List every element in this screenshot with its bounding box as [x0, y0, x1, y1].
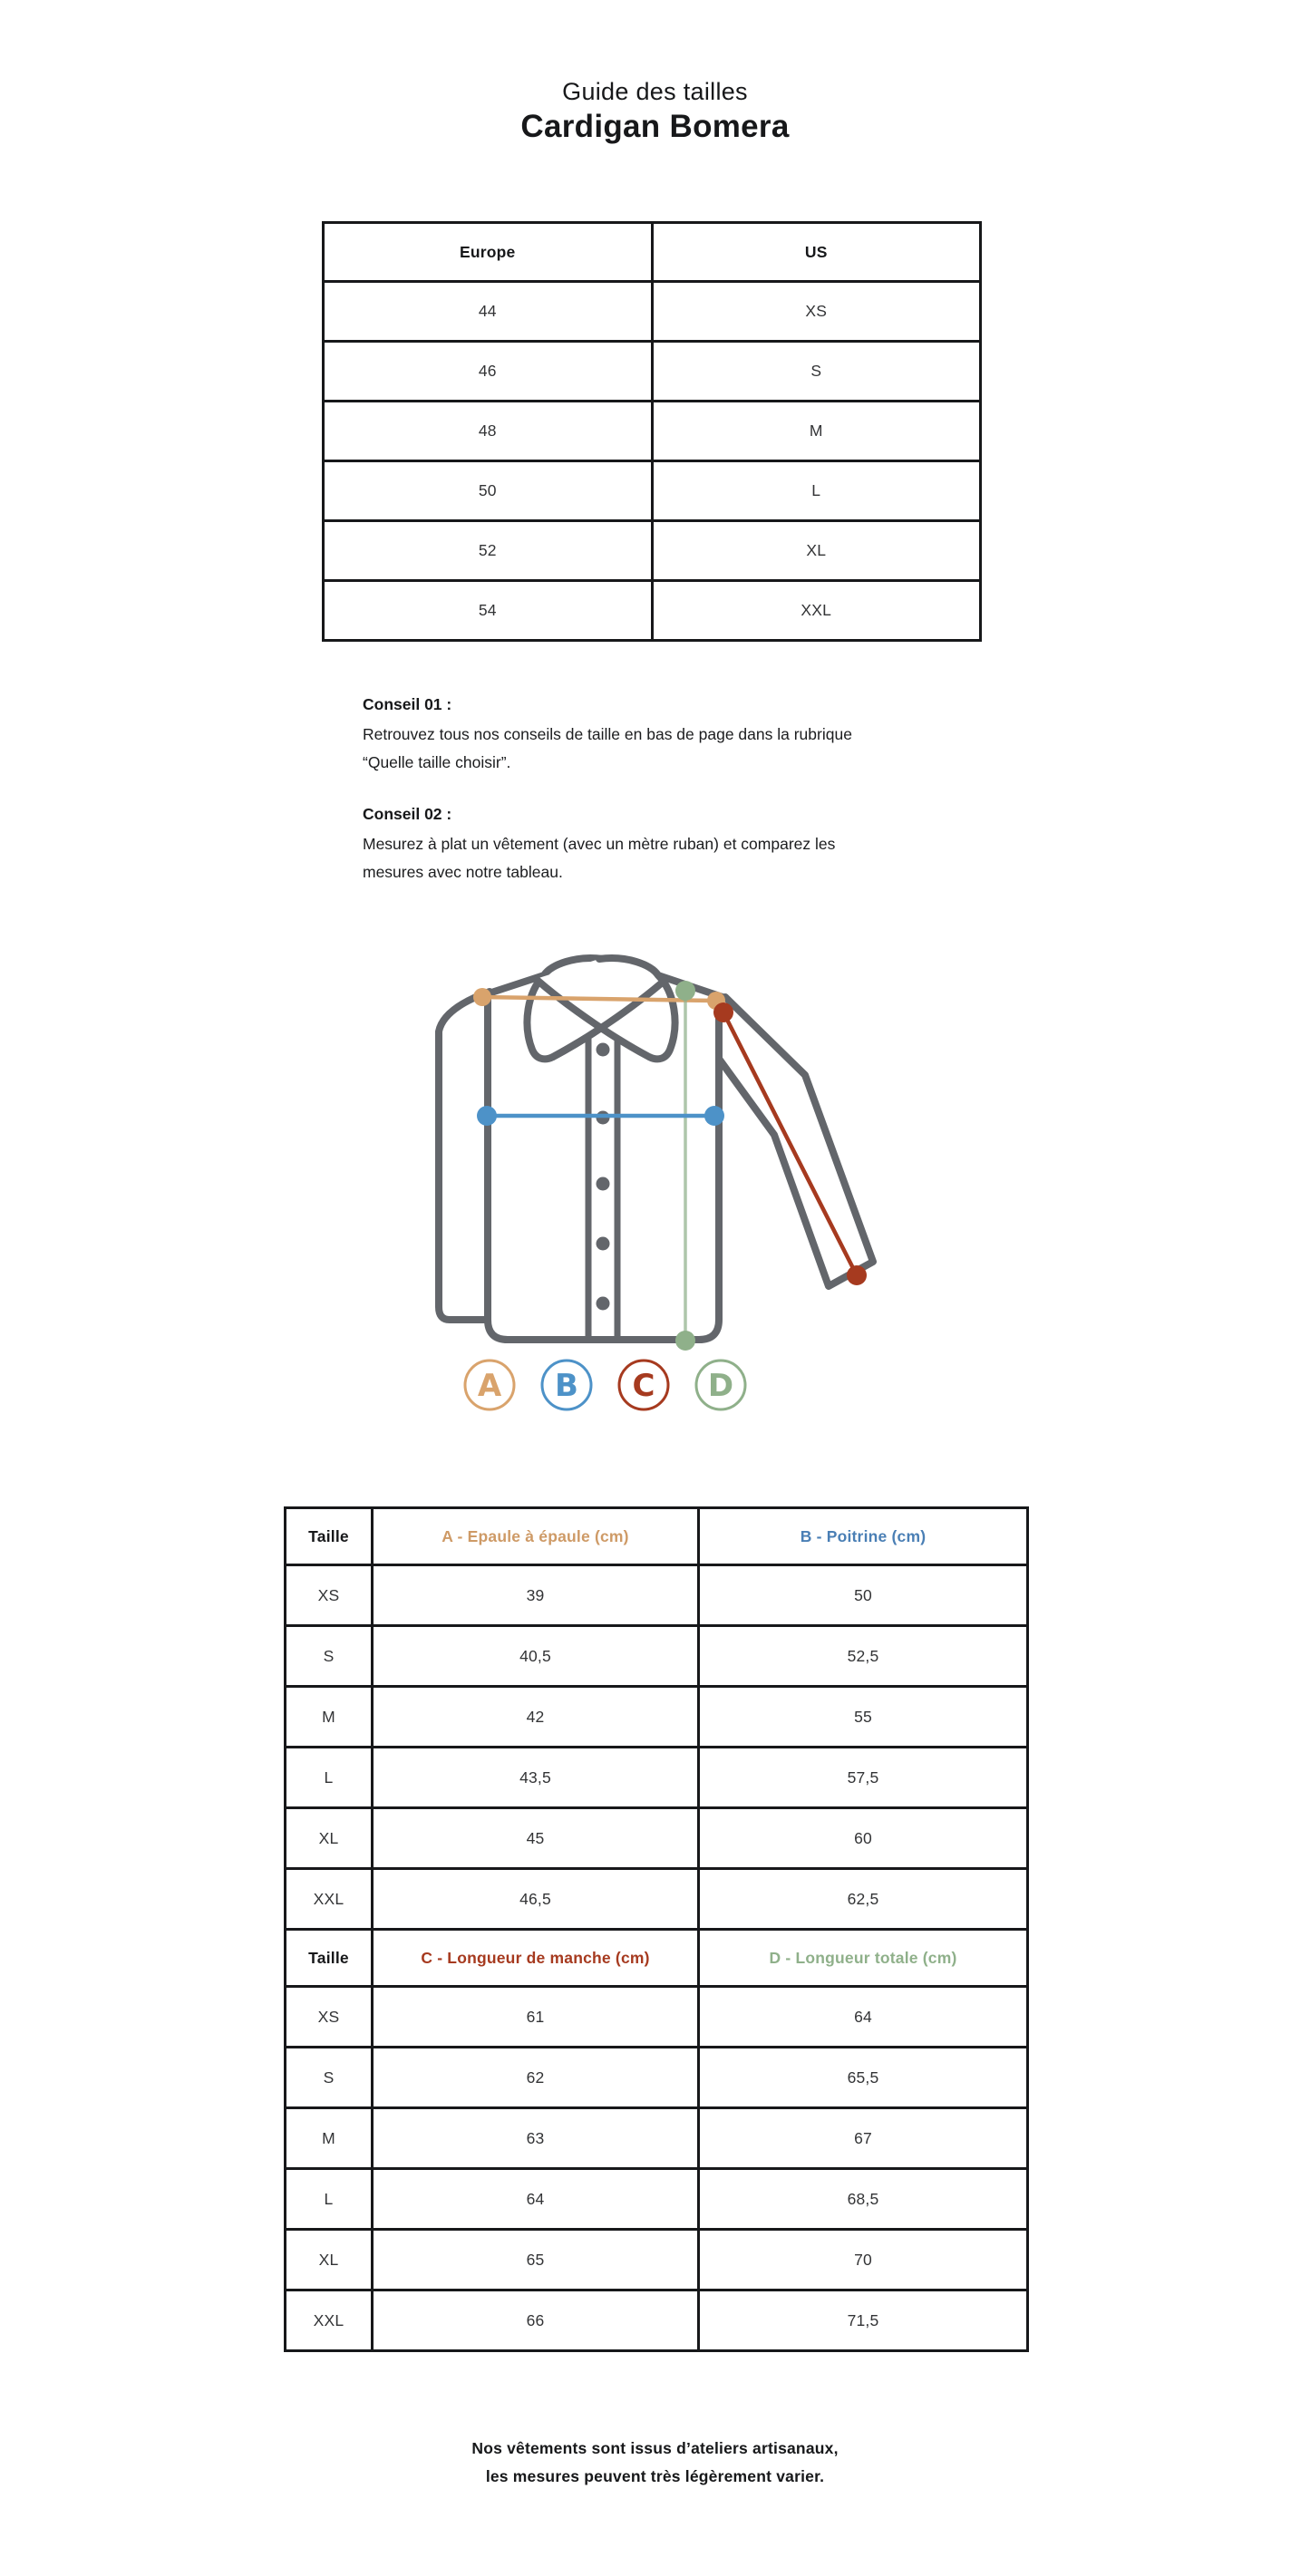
cell-size: XXL [286, 1869, 373, 1930]
cell-c: 63 [373, 2108, 699, 2169]
cell-d: 65,5 [699, 2048, 1028, 2108]
cell-eu: 52 [324, 521, 653, 581]
page-subtitle: Cardigan Bomera [520, 109, 790, 144]
table-header-row [324, 223, 981, 282]
cell-eu: 50 [324, 461, 653, 521]
cell-b: 52,5 [699, 1626, 1028, 1687]
measurement-line-c [723, 1012, 857, 1275]
cell-size: L [286, 1748, 373, 1808]
measurement-dot-c [713, 1002, 733, 1022]
header-c-manche: C - Longueur de manche (cm) [373, 1930, 699, 1987]
cell-size: XL [286, 2230, 373, 2290]
cell-d: 71,5 [699, 2290, 1028, 2351]
cell-eu: 54 [324, 581, 653, 641]
cell-c: 61 [373, 1987, 699, 2048]
cell-a: 42 [373, 1687, 699, 1748]
cell-us: M [652, 402, 981, 461]
measurement-dot-a [473, 988, 491, 1006]
table-row [324, 342, 981, 402]
legend-letter-a: A [477, 1368, 502, 1404]
tip-1-label: Conseil 01 : [363, 695, 452, 713]
cell-size: XL [286, 1808, 373, 1869]
cell-size: XXL [286, 2290, 373, 2351]
tip-2-text: Mesurez à plat un vêtement (avec un mètre ruban) et comparez les mesures avec notre tableau. [363, 835, 836, 881]
table-row [324, 521, 981, 581]
cell-a: 45 [373, 1808, 699, 1869]
table-row [286, 2048, 1028, 2108]
measurement-dot-d [675, 981, 695, 1001]
table-row [286, 2290, 1028, 2351]
cell-b: 55 [699, 1687, 1028, 1748]
measurement-dot-b [477, 1106, 497, 1126]
cell-size: L [286, 2169, 373, 2230]
cell-b: 50 [699, 1565, 1028, 1626]
left-sleeve-outline [439, 992, 490, 1320]
page-header [0, 76, 1310, 147]
footer-note [0, 2435, 1310, 2491]
table-row [324, 581, 981, 641]
button-icon [597, 1177, 610, 1191]
cell-b: 57,5 [699, 1748, 1028, 1808]
table-row [286, 1626, 1028, 1687]
cell-size: S [286, 2048, 373, 2108]
button-icon [597, 1043, 610, 1057]
table-row [286, 2230, 1028, 2290]
cell-c: 65 [373, 2230, 699, 2290]
cell-d: 70 [699, 2230, 1028, 2290]
cell-c: 66 [373, 2290, 699, 2351]
measurement-dot-c [847, 1265, 867, 1285]
tip-2-label: Conseil 02 : [363, 805, 452, 823]
header-taille: Taille [286, 1930, 373, 1987]
legend-badge-b [542, 1361, 591, 1409]
table-row [286, 2169, 1028, 2230]
cell-size: M [286, 2108, 373, 2169]
footer-line-1: Nos vêtements sont issus d’ateliers artisanaux, [471, 2439, 839, 2457]
footer-line-2: les mesures peuvent très légèrement varier. [485, 2467, 825, 2485]
legend-badge-c [619, 1361, 668, 1409]
cell-c: 62 [373, 2048, 699, 2108]
header-a-epaule: A - Epaule à épaule (cm) [373, 1508, 699, 1565]
button-icon [597, 1297, 610, 1311]
table-row [286, 1808, 1028, 1869]
table-row [286, 1987, 1028, 2048]
cell-size: S [286, 1626, 373, 1687]
cell-b: 62,5 [699, 1869, 1028, 1930]
header-b-poitrine: B - Poitrine (cm) [699, 1508, 1028, 1565]
cell-d: 67 [699, 2108, 1028, 2169]
garment-measurement-diagram [390, 925, 898, 1432]
legend-letter-c: C [632, 1368, 655, 1404]
cell-a: 39 [373, 1565, 699, 1626]
legend-letter-b: B [555, 1368, 578, 1404]
section-cd-header-row [286, 1930, 1028, 1987]
page-title: Guide des tailles [562, 78, 748, 105]
cell-size: XS [286, 1565, 373, 1626]
cell-eu: 48 [324, 402, 653, 461]
header-taille: Taille [286, 1508, 373, 1565]
cell-us: XL [652, 521, 981, 581]
eu-us-size-table [322, 221, 982, 642]
cell-d: 68,5 [699, 2169, 1028, 2230]
right-sleeve-outline [719, 997, 873, 1286]
cell-b: 60 [699, 1808, 1028, 1869]
cell-a: 40,5 [373, 1626, 699, 1687]
header-d-totale: D - Longueur totale (cm) [699, 1930, 1028, 1987]
cell-eu: 46 [324, 342, 653, 402]
cell-a: 43,5 [373, 1748, 699, 1808]
cell-c: 64 [373, 2169, 699, 2230]
cell-us: XS [652, 282, 981, 342]
section-ab-header-row [286, 1508, 1028, 1565]
cell-us: XXL [652, 581, 981, 641]
table-row [286, 1565, 1028, 1626]
measurement-dot-d [675, 1331, 695, 1351]
table-row [286, 2108, 1028, 2169]
legend-letter-d: D [707, 1368, 734, 1404]
cell-d: 64 [699, 1987, 1028, 2048]
table-row [286, 1869, 1028, 1930]
cell-size: XS [286, 1987, 373, 2048]
cell-size: M [286, 1687, 373, 1748]
cell-us: L [652, 461, 981, 521]
measurement-dot-b [704, 1106, 724, 1126]
table-row [324, 402, 981, 461]
cell-eu: 44 [324, 282, 653, 342]
button-icon [597, 1237, 610, 1251]
header-us: US [652, 223, 981, 282]
table-row [286, 1748, 1028, 1808]
legend-badge-d [696, 1361, 745, 1409]
tip-1-text: Retrouvez tous nos conseils de taille en bas de page dans la rubrique “Quelle taille choisir”. [363, 725, 852, 771]
tips-block [363, 691, 870, 910]
table-row [286, 1687, 1028, 1748]
measurements-table [284, 1506, 1029, 2352]
table-row [324, 282, 981, 342]
cell-a: 46,5 [373, 1869, 699, 1930]
cell-us: S [652, 342, 981, 402]
table-row [324, 461, 981, 521]
header-europe: Europe [324, 223, 653, 282]
legend-badge-a [465, 1361, 514, 1409]
